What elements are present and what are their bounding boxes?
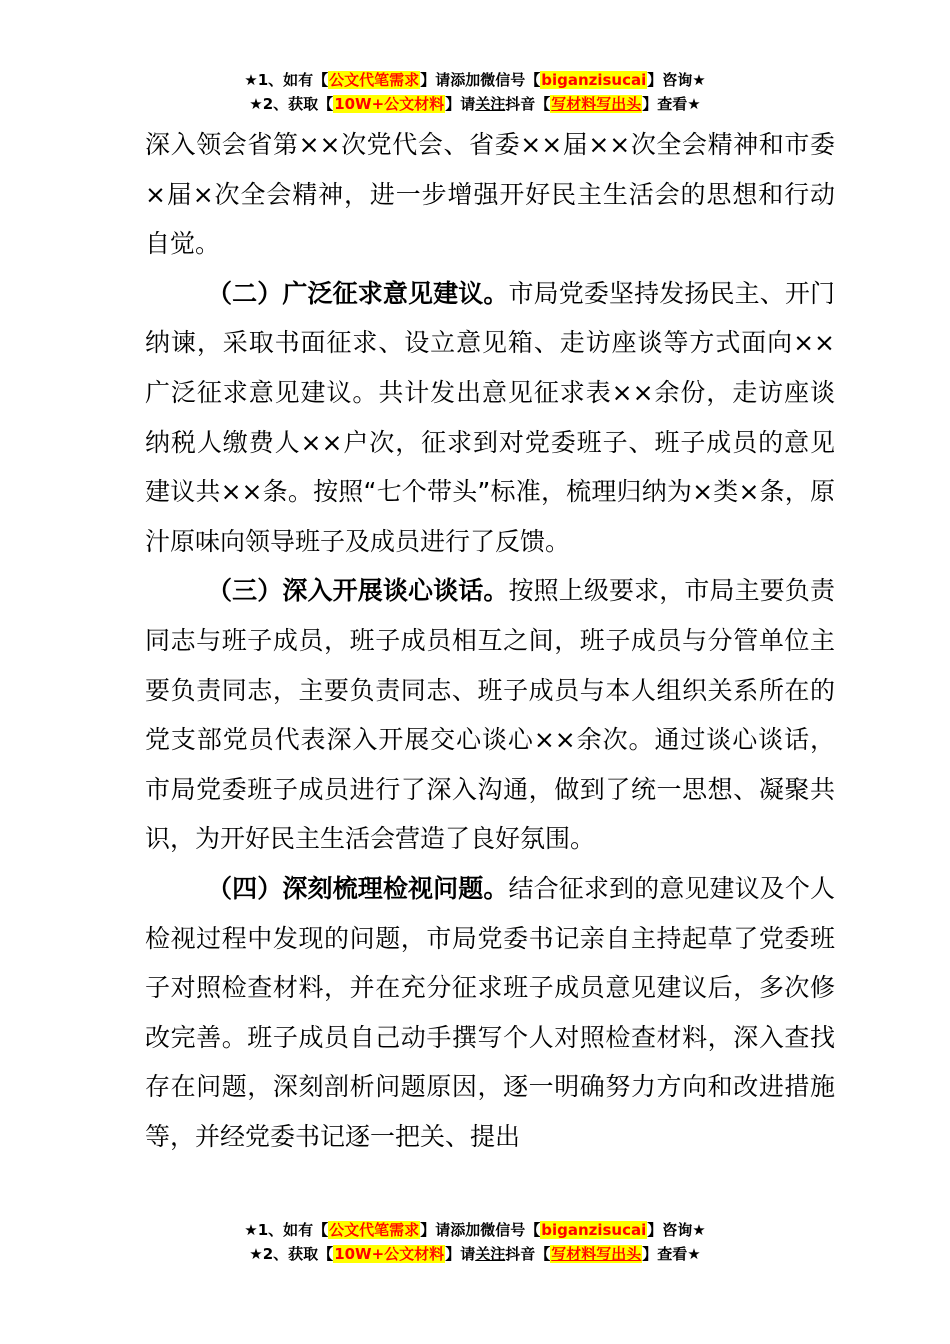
banner-highlight-wechat-id: biganzisucai [541, 71, 647, 89]
footer-line-1-mid: 】请添加微信号【 [420, 1221, 541, 1239]
section-4-heading: （四）深刻梳理检视问题。 [207, 873, 509, 903]
footer-line-2-mid-c: 抖音【 [505, 1245, 551, 1263]
banner-line-1-prefix: ★1、如有【 [244, 71, 329, 89]
banner-line-2-suffix: 】查看★ [642, 95, 701, 113]
footer-highlight-service: 公文代笔需求 [329, 1221, 420, 1239]
section-3-paragraph [145, 566, 835, 864]
footer-banner [0, 1218, 950, 1266]
document-body [145, 120, 835, 1161]
section-4-paragraph [145, 864, 835, 1162]
banner-line-1 [0, 68, 950, 92]
banner-line-2-prefix: ★2、获取【 [249, 95, 334, 113]
footer-banner-line-2 [0, 1242, 950, 1266]
footer-line-2-follow: 关注 [475, 1245, 506, 1263]
footer-banner-line-1 [0, 1218, 950, 1242]
section-3-text: 按照上级要求，市局主要负责同志与班子成员，班子成员相互之间，班子成员与分管单位主要负责同志，主要负责同志、班子成员与本人组织关系所在的党支部党员代表深入开展交心谈心××余次。通过谈心谈话，市局党委班子成员进行了深入沟通，做到了统一思想、凝聚共识，为开好民主生活会营造了良好氛围。 [145, 576, 835, 854]
banner-highlight-materials: 10W+公文材料 [334, 95, 445, 113]
section-4-text: 结合征求到的意见建议及个人检视过程中发现的问题，市局党委书记亲自主持起草了党委班子对照检查材料，并在充分征求班子成员意见建议后，多次修改完善。班子成员自己动手撰写个人对照检查材料，深入查找存在问题，深刻剖析问题原因，逐一明确努力方向和改进措施等，并经党委书记逐一把关、提出 [145, 873, 835, 1151]
footer-line-2-prefix: ★2、获取【 [249, 1245, 334, 1263]
banner-line-2-mid-a: 】请 [445, 95, 476, 113]
footer-line-2-suffix: 】查看★ [642, 1245, 701, 1263]
banner-highlight-account: 写材料写出头 [551, 95, 642, 113]
section-3-heading: （三）深入开展谈心谈话。 [207, 576, 509, 606]
footer-line-1-suffix: 】咨询★ [647, 1221, 706, 1239]
footer-line-1-prefix: ★1、如有【 [244, 1221, 329, 1239]
intro-paragraph: 深入领会省第××次党代会、省委××届××次全会精神和市委×届×次全会精神，进一步增强开好民主生活会的思想和行动自觉。 [145, 130, 835, 259]
section-2-text: 市局党委坚持发扬民主、开门纳谏，采取书面征求、设立意见箱、走访座谈等方式面向××广泛征求意见建议。共计发出意见征求表××余份，走访座谈纳税人缴费人××户次，征求到对党委班子、班子成员的意见建议共××条。按照“七个带头”标准，梳理归纳为×类×条，原汁原味向领导班子及成员进行了反馈。 [145, 278, 835, 556]
banner-line-2 [0, 92, 950, 116]
footer-line-2-mid-a: 】请 [445, 1245, 476, 1263]
banner-line-2-follow: 关注 [475, 95, 506, 113]
footer-highlight-account: 写材料写出头 [551, 1245, 642, 1263]
section-2-heading: （二）广泛征求意见建议。 [207, 278, 509, 308]
footer-highlight-wechat-id: biganzisucai [541, 1221, 647, 1239]
banner-line-1-mid: 】请添加微信号【 [420, 71, 541, 89]
footer-highlight-materials: 10W+公文材料 [334, 1245, 445, 1263]
banner-highlight-service: 公文代笔需求 [329, 71, 420, 89]
header-banner [0, 68, 950, 116]
banner-line-1-suffix: 】咨询★ [647, 71, 706, 89]
banner-line-2-mid-c: 抖音【 [505, 95, 551, 113]
section-2-paragraph [145, 269, 835, 567]
